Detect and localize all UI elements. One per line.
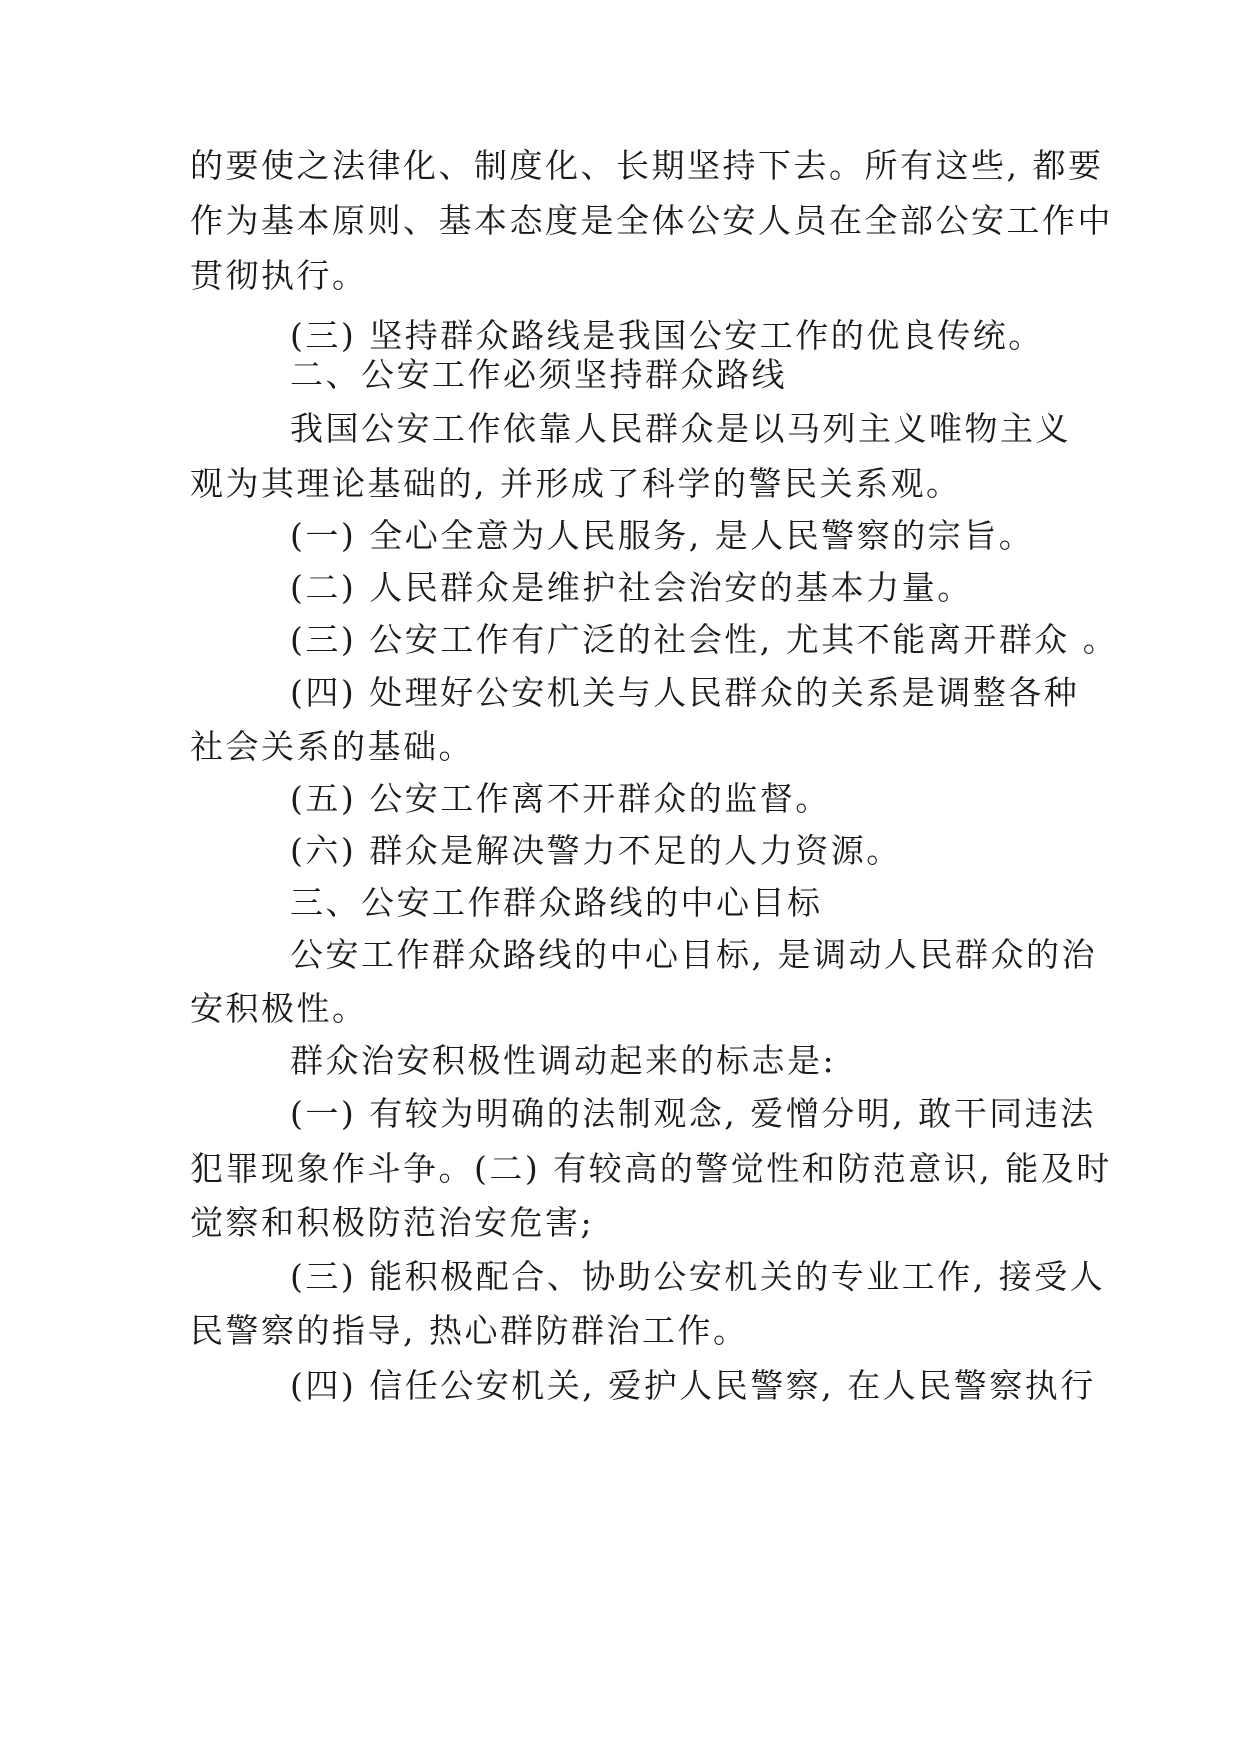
text-line: (三) 能积极配合、协助公安机关的专业工作, 接受人 xyxy=(290,1257,1106,1296)
text-line: 我国公安工作依靠人民群众是以马列主义唯物主义 xyxy=(290,409,1071,448)
text-line: (四) 信任公安机关, 爱护人民警察, 在人民警察执行 xyxy=(290,1366,1096,1405)
text-line: (六) 群众是解决警力不足的人力资源。 xyxy=(290,831,902,870)
section-heading: 二、公安工作必须坚持群众路线 xyxy=(290,355,787,394)
text-line: 作为基本原则、基本态度是全体公安人员在全部公安工作中 xyxy=(190,201,1113,240)
text-line: 民警察的指导, 热心群防群治工作。 xyxy=(190,1311,749,1350)
text-line: 犯罪现象作斗争。(二) 有较高的警觉性和防范意识, 能及时 xyxy=(190,1149,1112,1188)
text-line: (一) 全心全意为人民服务, 是人民警察的宗旨。 xyxy=(290,516,1035,555)
text-line: (二) 人民群众是维护社会治安的基本力量。 xyxy=(290,568,973,607)
text-line: (三) 公安工作有广泛的社会性, 尤其不能离开群众 。 xyxy=(290,620,1119,659)
text-line: 的要使之法律化、制度化、长期坚持下去。所有这些, 都要 xyxy=(190,146,1104,185)
text-line: 观为其理论基础的, 并形成了科学的警民关系观。 xyxy=(190,464,962,503)
text-line: 觉察和积极防范治安危害; xyxy=(190,1203,595,1242)
text-line: (三) 坚持群众路线是我国公安工作的优良传统。 xyxy=(290,316,1044,355)
text-line: (四) 处理好公安机关与人民群众的关系是调整各种 xyxy=(290,673,1080,712)
text-line: 安积极性。 xyxy=(190,989,368,1028)
text-line: 公安工作群众路线的中心目标, 是调动人民群众的治 xyxy=(290,935,1097,974)
text-line: 社会关系的基础。 xyxy=(190,727,474,766)
section-heading: 三、公安工作群众路线的中心目标 xyxy=(290,883,823,922)
text-line: 贯彻执行。 xyxy=(190,256,368,295)
text-line: (五) 公安工作离不开群众的监督。 xyxy=(290,779,831,818)
text-line: 群众治安积极性调动起来的标志是: xyxy=(290,1041,837,1080)
text-line: (一) 有较为明确的法制观念, 爱憎分明, 敢干同违法 xyxy=(290,1094,1096,1133)
